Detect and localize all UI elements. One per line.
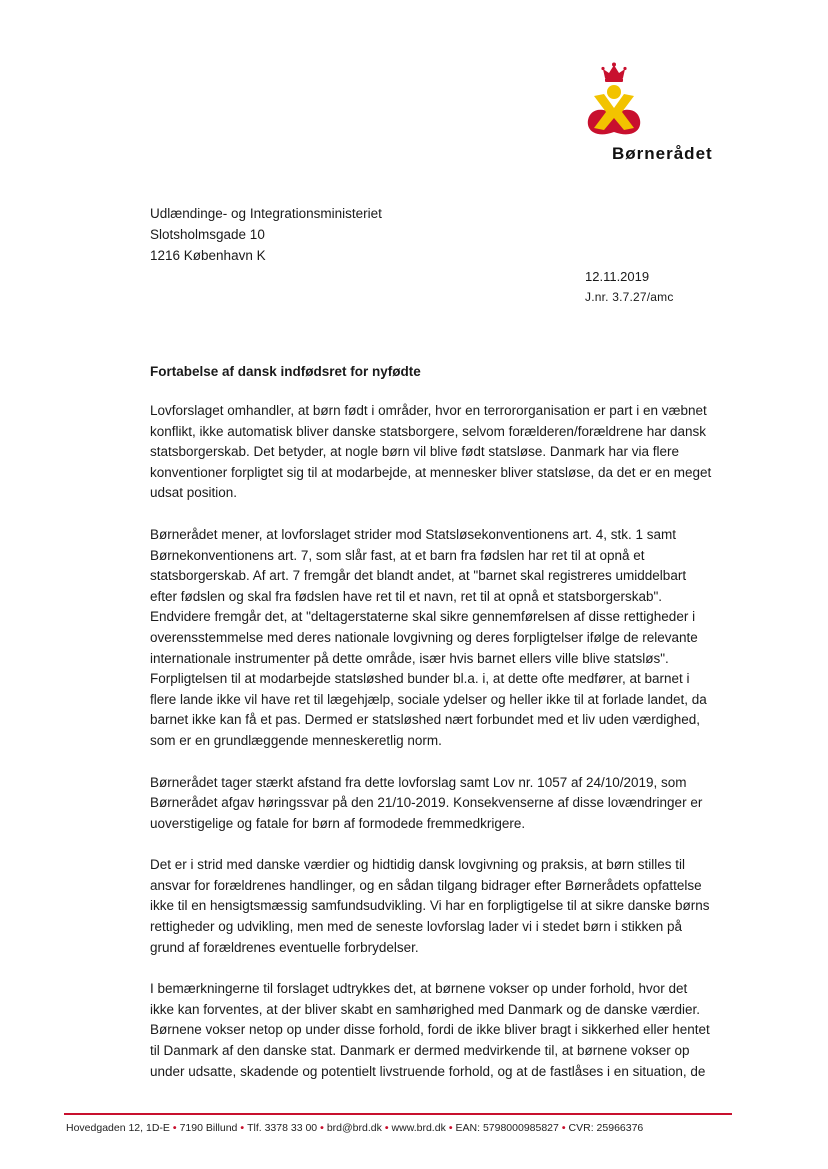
footer-separator: • — [384, 1122, 389, 1134]
footer-item: EAN: 5798000985827 — [455, 1122, 559, 1134]
footer-item: CVR: 25966376 — [568, 1122, 644, 1134]
footer-item: brd@brd.dk — [326, 1122, 382, 1134]
paragraph-line: konventioner forpligtet sig til at modarbejde, at mennesker bliver statsløse, da det er en meget — [150, 464, 712, 480]
journal-number: J.nr. 3.7.27/amc — [585, 290, 674, 304]
recipient-city: 1216 København K — [150, 248, 266, 263]
paragraph-line: til Danmark af den danske stat. Danmark er dermed medvirkende til, at børnene vokser op — [150, 1043, 690, 1059]
recipient-address — [150, 203, 382, 266]
footer-separator: • — [448, 1122, 453, 1134]
paragraph-line: som er en grundlæggende menneskeretlig norm. — [150, 732, 442, 748]
footer-separator: • — [561, 1122, 566, 1134]
paragraph-line: statsborgerskab. Det betyder, at nogle børn vil blive født statsløse. Danmark har via flere — [150, 444, 679, 460]
paragraph-line: rettigheder og udvikling, men med de seneste lovforslag lader vi i stedet børn i stikken på — [150, 919, 683, 935]
paragraph-line: Det er i strid med danske værdier og hidtidig dansk lovgivning og praksis, at børn stilles til — [150, 857, 685, 873]
footer-separator: • — [172, 1122, 177, 1134]
body-paragraph — [150, 979, 750, 1082]
paragraph-line: Lovforslaget omhandler, at børn født i områder, hvor en terrororganisation er part i en væbnet — [150, 403, 707, 418]
paragraph-line: ikke kan forventes, at der bliver skabt en samhørighed med Danmark og de danske værdier. — [150, 1001, 701, 1017]
letter-body — [150, 401, 750, 1103]
paragraph-line: ikke til en hensigtsmæssig samfundsudvikling. Vi har en forpligtigelse til at sikre danske børns — [150, 898, 710, 914]
paragraph-line: udsat position. — [150, 485, 238, 501]
paragraph-line: barnet ikke kan få et pas. Dermed er statsløshed nært forbundet med et liv uden værdighed, — [150, 712, 701, 728]
paragraph-line: overensstemmelse med deres nationale lovgivning og deres forpligtelser ifølge de relevante — [150, 629, 698, 645]
paragraph-line: Forpligtelsen til at modarbejde statsløshed bunder bl.a. i, at dette ofte medfører, at barnet i — [150, 671, 690, 687]
paragraph-line: statsborgerskab. Af art. 7 fremgår det blandt andet, at "barnet skal registreres umiddelbart — [150, 568, 687, 584]
footer-contact — [66, 1122, 643, 1134]
footer-divider — [64, 1113, 732, 1115]
paragraph-line: Børnerådet mener, at lovforslaget strider mod Statsløsekonventionens art. 4, stk. 1 samt — [150, 526, 676, 542]
paragraph-line: Børnerådet tager stærkt afstand fra dette lovforslag samt Lov nr. 1057 af 24/10/2019, som — [150, 774, 687, 790]
footer-separator: • — [320, 1122, 324, 1134]
footer-item: Hovedgaden 12, 1D-E — [66, 1122, 170, 1134]
paragraph-line: Børnerådet afgav høringssvar på den 21/10-2019. Konsekvenserne af disse lovændringer er — [150, 795, 703, 811]
letter-date: 12.11.2019 — [585, 269, 650, 284]
footer-item: Tlf. 3378 33 00 — [247, 1122, 318, 1134]
paragraph-line: internationale instrumenter på dette område, især hvis barnet ellers ville blive statsløs". — [150, 650, 669, 666]
borneradet-crown-logo-icon — [584, 62, 644, 142]
paragraph-line: Børnene vokser netop op under disse forhold, fordi de ikke bliver bragt i sikkerhed eller hentet — [150, 1022, 710, 1038]
paragraph-line: I bemærkningerne til forslaget udtrykkes det, at børnene vokser op under forhold, hvor det — [150, 981, 688, 997]
body-paragraph — [150, 525, 750, 752]
recipient-street: Slotsholmsgade 10 — [150, 227, 265, 242]
footer-item: 7190 Billund — [179, 1122, 238, 1134]
paragraph-line: efter fødslen og skal fra fødslen have ret til et navn, ret til at opnå et statsborgerskab". — [150, 588, 663, 604]
body-paragraph — [150, 401, 750, 504]
footer-separator: • — [240, 1122, 245, 1134]
paragraph-line: uoverstigelige og fatale for børn af formodede fremmedkrigere. — [150, 815, 526, 831]
recipient-name: Udlændinge- og Integrationsministeriet — [150, 206, 382, 221]
footer-item: www.brd.dk — [391, 1122, 446, 1134]
paragraph-line: konflikt, ikke automatisk bliver danske statsborgere, selvom forælderen/forældrene har dansk — [150, 423, 707, 439]
paragraph-line: flere lande ikke vil have ret til lægehjælp, sociale ydelser og heller ikke til at forlade landet, da — [150, 691, 707, 707]
paragraph-line: ansvar for forældrenes handlinger, og en sådan tilgang bidrager efter Børnerådets opfattelse — [150, 877, 702, 893]
paragraph-line: Børnekonventionens art. 7, som slår fast, at et barn fra fødslen har ret til at opnå et — [150, 547, 645, 563]
paragraph-line: grund af forældrenes eventuelle forbrydelser. — [150, 939, 419, 955]
letter-subject: Fortabelse af dansk indfødsret for nyfødte — [150, 364, 421, 379]
paragraph-line: Endvidere fremgår det, at "deltagerstaterne skal sikre gennemførelsen af disse rettigheder i — [150, 609, 696, 625]
body-paragraph — [150, 855, 750, 958]
paragraph-line: under udsatte, skadende og potentielt livstruende forhold, og at de fastlåses i en situation, de — [150, 1063, 706, 1079]
body-paragraph — [150, 773, 750, 835]
letter-meta — [585, 266, 674, 308]
org-name: Børnerådet — [612, 144, 713, 163]
